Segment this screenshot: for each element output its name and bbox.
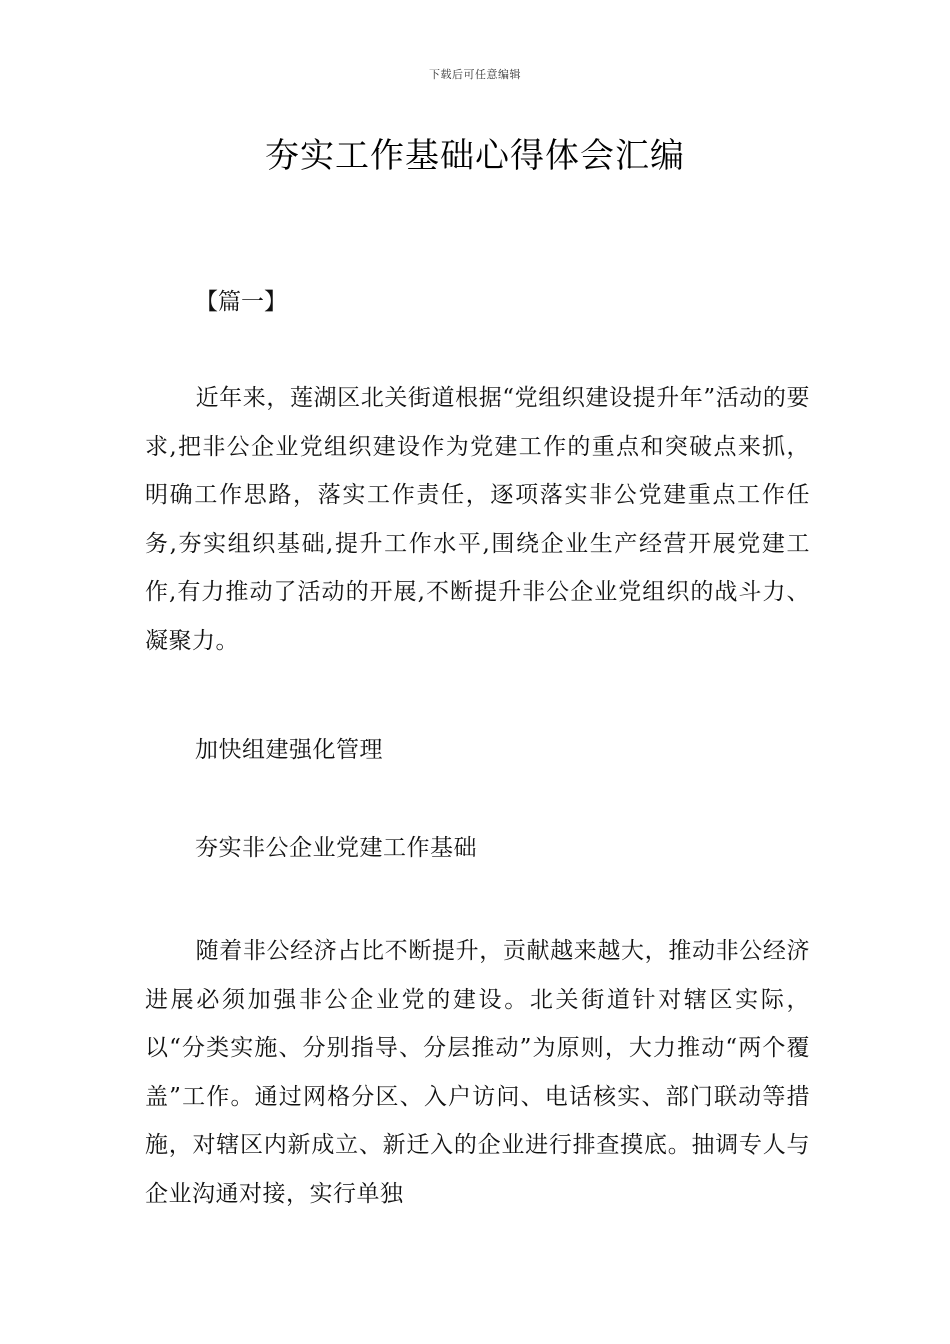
paragraph-intro: 近年来，莲湖区北关街道根据“党组织建设提升年”活动的要求,把非公企业党组织建设作为党建工作的重点和突破点来抓，明确工作思路，落实工作责任，逐项落实非公党建重点工作任务,夯实组织基础,提升工作水平,围绕企业生产经营开展党建工作,有力推动了活动的开展,不断提升非公企业党组织的战斗力、凝聚力。 <box>145 385 810 654</box>
header-note: 下载后可任意编辑 <box>429 68 521 81</box>
section-label: 【篇一】 <box>195 289 287 315</box>
subheading-2: 夯实非公企业党建工作基础 <box>195 835 477 861</box>
paragraph-body: 随着非公经济占比不断提升，贡献越来越大，推动非公经济进展必须加强非公企业党的建设。北关街道针对辖区实际，以“分类实施、分别指导、分层推动”为原则，大力推动“两个覆盖”工作。通过网格分区、入户访问、电话核实、部门联动等措施，对辖区内新成立、新迁入的企业进行排查摸底。抽调专人与企业沟通对接，实行单独 <box>145 938 810 1207</box>
document-title: 夯实工作基础心得体会汇编 <box>265 136 685 176</box>
subheading-1: 加快组建强化管理 <box>195 737 383 763</box>
